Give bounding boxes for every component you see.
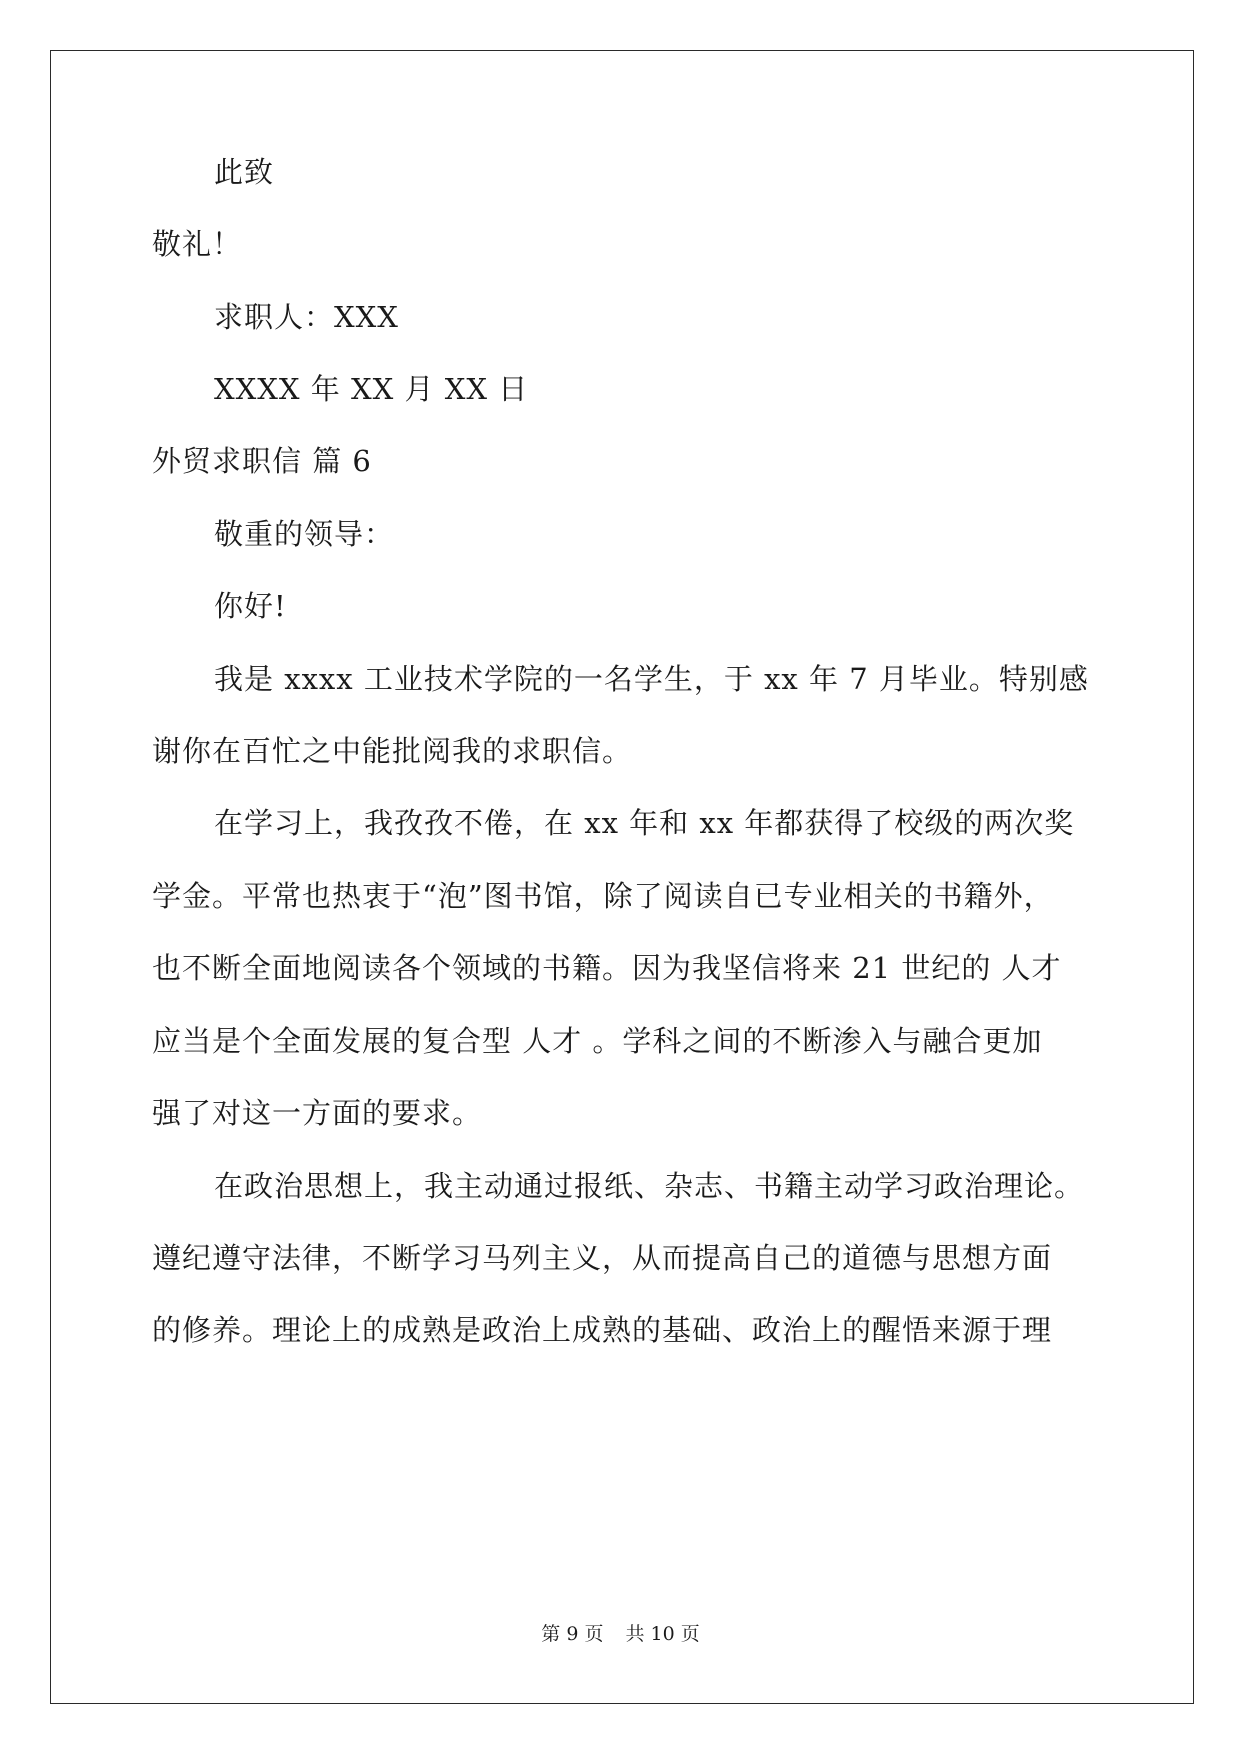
body-line: 在政治思想上，我主动通过报纸、杂志、书籍主动学习政治理论。 <box>214 1169 1085 1203</box>
body-line: 谢你在百忙之中能批阅我的求职信。 <box>152 734 633 768</box>
letter-greeting: 敬重的领导： <box>214 517 395 551</box>
total-pages: 共 10 页 <box>625 1623 700 1645</box>
closing-regards: 敬礼！ <box>152 227 243 261</box>
page-footer <box>0 1622 1241 1646</box>
closing-salutation: 此致 <box>214 155 275 189</box>
body-line: 应当是个全面发展的复合型 人才 。学科之间的不断渗入与融合更加 <box>152 1024 1043 1058</box>
body-line: 遵纪遵守法律，不断学习马列主义，从而提高自己的道德与思想方面 <box>152 1241 1053 1275</box>
letter-date: XXXX 年 XX 月 XX 日 <box>214 372 529 406</box>
page-number: 第 9 页 <box>541 1623 604 1645</box>
body-line: 强了对这一方面的要求。 <box>152 1096 483 1130</box>
body-line: 我是 xxxx 工业技术学院的一名学生，于 xx 年 7 月毕业。特别感 <box>214 662 1089 696</box>
body-line: 在学习上，我孜孜不倦，在 xx 年和 xx 年都获得了校级的两次奖 <box>214 806 1075 840</box>
section-title: 外贸求职信 篇 6 <box>152 444 372 478</box>
body-line: 也不断全面地阅读各个领域的书籍。因为我坚信将来 21 世纪的 人才 <box>152 951 1062 985</box>
body-line: 的修养。理论上的成熟是政治上成熟的基础、政治上的醒悟来源于理 <box>152 1313 1053 1347</box>
applicant-signature: 求职人：XXX <box>214 300 399 334</box>
letter-hello: 你好! <box>214 589 287 623</box>
body-line: 学金。平常也热衷于“泡”图书馆，除了阅读自已专业相关的书籍外， <box>152 879 1054 913</box>
